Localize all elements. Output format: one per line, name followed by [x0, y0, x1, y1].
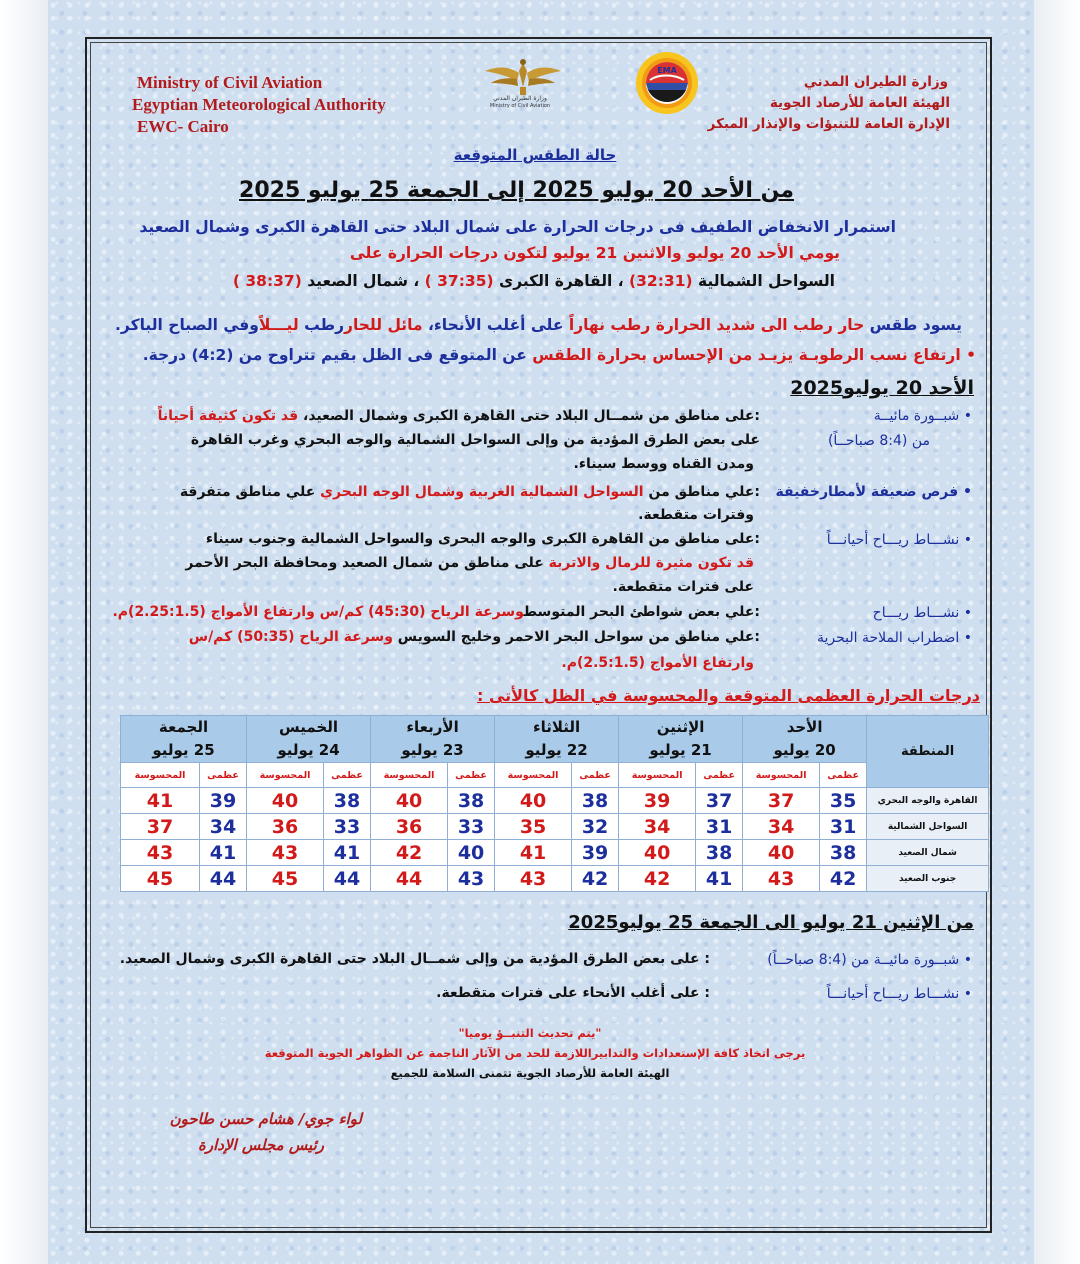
general-night: ليـــلاً — [258, 316, 299, 334]
max-label: عظمى — [200, 763, 247, 788]
header-en-line-1: Ministry of Civil Aviation — [137, 73, 323, 92]
feel-label: المحسوسة — [247, 763, 324, 788]
feel-cell: 45 — [247, 866, 324, 892]
day-header-5: الجمعة 25 يوليو — [121, 716, 247, 763]
general-line-1 — [115, 316, 962, 334]
date-range-heading: من الأحد 20 يوليو 2025 إلى الجمعة 25 يوليو 2025 — [239, 178, 794, 203]
max-label: عظمى — [820, 763, 867, 788]
logo-caption-ar: وزارة الطيران المدني — [493, 95, 547, 102]
intro-line-3 — [233, 272, 835, 290]
temperature-table — [120, 715, 989, 892]
monday-wind-label: • نشـــاط ريـــاح أحيانـــاً — [826, 986, 972, 1002]
rain-text-1: :علي مناطق من السواحل الشمالية الغربية وشمال الوجه البحري علي مناطق متفرقة — [179, 484, 760, 500]
header-ar-line-3: الإدارة العامة للتنبؤات والإنذار المبكر — [707, 116, 950, 132]
max-cell: 40 — [448, 840, 495, 866]
general-prefix: يسود طقس — [869, 316, 962, 334]
fog-label: • شبــورة مائيــة — [873, 408, 972, 424]
region-cell: القاهرة والوجه البحري — [867, 788, 989, 814]
feel-label: المحسوسة — [121, 763, 200, 788]
max-cell: 35 — [820, 788, 867, 814]
intro-line-1: استمرار الانخفاض الطفيف فى درجات الحرارة على شمال البلاد حتى القاهرة الكبرى وشمال الصعيد — [139, 218, 896, 236]
sea-label: • اضطراب الملاحة البحرية — [817, 630, 972, 646]
humidity-range: عن المتوقع فى الظل بقيم تتراوح من (4:2) درجة. — [142, 346, 527, 364]
max-cell: 42 — [572, 866, 619, 892]
header-ar-line-1: وزارة الطيران المدني — [803, 74, 948, 90]
feel-cell: 43 — [247, 840, 324, 866]
max-cell: 33 — [448, 814, 495, 840]
wind-label: • نشـــاط ريـــاح أحيانـــاً — [826, 532, 972, 548]
header-ar-line-2: الهيئة العامة للأرصاد الجوية — [769, 95, 950, 111]
max-cell: 38 — [572, 788, 619, 814]
max-label: عظمى — [324, 763, 371, 788]
day-header-1: الإثنين 21 يوليو — [619, 716, 743, 763]
feel-label: المحسوسة — [743, 763, 820, 788]
max-cell: 41 — [324, 840, 371, 866]
general-humid: رطب — [304, 316, 345, 334]
table-row — [121, 866, 989, 892]
feel-cell: 36 — [247, 814, 324, 840]
max-cell: 38 — [324, 788, 371, 814]
sunday-heading: الأحد 20 يوليو2025 — [790, 377, 974, 399]
intro-northern-coasts: السواحل الشمالية — [697, 272, 835, 290]
rain-text-2: وفترات متقطعة. — [638, 507, 754, 523]
feel-cell: 42 — [619, 866, 696, 892]
sea-text-1: :علي مناطق من سواحل البحر الاحمر وخليج السويس وسرعة الرياح (50:35) كم/س — [188, 629, 760, 645]
max-cell: 42 — [820, 866, 867, 892]
feel-cell: 36 — [371, 814, 448, 840]
max-cell: 41 — [200, 840, 247, 866]
max-cell: 31 — [696, 814, 743, 840]
max-cell: 37 — [696, 788, 743, 814]
feel-cell: 40 — [619, 840, 696, 866]
header-en-line-2: Egyptian Meteorological Authority — [132, 95, 386, 114]
signature-title: رئيس مجلس الإدارة — [198, 1136, 324, 1154]
max-cell: 39 — [200, 788, 247, 814]
wind-text-1: :على مناطق من القاهرة الكبرى والوجه البحرى والسواحل الشمالية وجنوب سيناء — [205, 531, 760, 547]
max-cell: 38 — [696, 840, 743, 866]
fog-text-2: على بعض الطرق المؤدية من وإلى السواحل الشمالية والوجه البحري وغرب القاهرة — [190, 432, 760, 448]
table-row — [121, 814, 989, 840]
monday-fog-label: • شبــورة مائيــة من (8:4 صباحــاً) — [767, 952, 972, 968]
feel-cell: 39 — [619, 788, 696, 814]
intro-north-upper: ، شمال الصعيد — [307, 272, 420, 290]
general-most-areas: على أغلب الأنحاء، — [427, 316, 564, 334]
feel-cell: 37 — [743, 788, 820, 814]
intro-line-2: يومي الأحد 20 يوليو والاثنين 21 يوليو لتكون درجات الحرارة على — [349, 244, 840, 262]
page-margin-right — [1034, 0, 1080, 1264]
general-morning: وفي الصباح الباكر. — [115, 316, 259, 334]
max-cell: 43 — [448, 866, 495, 892]
max-cell: 39 — [572, 840, 619, 866]
region-cell: جنوب الصعيد — [867, 866, 989, 892]
feel-cell: 43 — [495, 866, 572, 892]
max-cell: 41 — [696, 866, 743, 892]
max-cell: 38 — [820, 840, 867, 866]
ema-logo-text: EMA — [657, 66, 677, 75]
feel-cell: 40 — [495, 788, 572, 814]
max-cell: 32 — [572, 814, 619, 840]
feel-cell: 37 — [121, 814, 200, 840]
max-label: عظمى — [696, 763, 743, 788]
page-margin-left — [0, 0, 48, 1264]
feel-label: المحسوسة — [495, 763, 572, 788]
active-wind-label: • نشـــاط ريـــاح — [872, 605, 972, 621]
general-night-desc: مائل للحار — [344, 316, 423, 334]
active-wind-text: :علي بعض شواطئ البحر المتوسطوسرعة الرياح (45:30) كم/س وارتفاع الأمواج (2.25:1.5)م. — [112, 604, 760, 620]
max-cell: 31 — [820, 814, 867, 840]
sea-text-2: وارتفاع الأمواج (2.5:1.5)م. — [561, 655, 754, 671]
logo-caption-en: Ministry of Civil Aviation — [489, 103, 551, 109]
day-header-3: الأربعاء 23 يوليو — [371, 716, 495, 763]
region-cell: السواحل الشمالية — [867, 814, 989, 840]
monday-wind-text: : على أغلب الأنحاء على فترات متقطعة. — [436, 985, 710, 1001]
general-line-2 — [143, 346, 976, 364]
region-header: المنطقة — [867, 716, 989, 788]
forecast-title: حالة الطقس المتوقعة — [453, 146, 617, 164]
day-header-2: الثلاثاء 22 يوليو — [495, 716, 619, 763]
fog-time: من (8:4 صباحــاً) — [827, 433, 930, 449]
feel-cell: 40 — [371, 788, 448, 814]
feel-cell: 35 — [495, 814, 572, 840]
footer-safety: الهيئة العامة للأرصاد الجوية تتمنى السلامة للجميع — [390, 1066, 670, 1080]
signature-name: لواء جوي/ هشام حسن طاحون — [169, 1110, 362, 1128]
day-header-4: الخميس 24 يوليو — [247, 716, 371, 763]
wind-text-2: قد تكون مثيرة للرمال والاتربة على مناطق من شمال الصعيد ومحافظة البحر الأحمر — [185, 555, 754, 571]
max-cell: 44 — [200, 866, 247, 892]
feel-cell: 41 — [495, 840, 572, 866]
fog-text-3: ومدن القناه ووسط سيناء. — [573, 456, 754, 472]
max-label: عظمى — [572, 763, 619, 788]
max-label: عظمى — [448, 763, 495, 788]
humidity-note: ارتفاع نسب الرطوبـة يزيـد من الإحساس بحرارة الطقس — [532, 346, 961, 364]
max-cell: 38 — [448, 788, 495, 814]
feel-cell: 43 — [743, 866, 820, 892]
table-row — [121, 840, 989, 866]
header-en-line-3: EWC- Cairo — [137, 117, 229, 136]
feel-cell: 34 — [619, 814, 696, 840]
monday-heading: من الإثنين 21 يوليو الى الجمعة 25 يوليو2025 — [568, 912, 974, 933]
footer-precautions: يرجى اتخاذ كافة الإستعدادات والتدابيراللازمة للحد من الآثار الناجمة عن الظواهر الجوية المتوقعة — [264, 1046, 806, 1060]
feel-label: المحسوسة — [371, 763, 448, 788]
day-header-0: الأحد 20 يوليو — [743, 716, 867, 763]
feel-cell: 34 — [743, 814, 820, 840]
feel-cell: 42 — [371, 840, 448, 866]
rain-label: • فرص ضعيفة لأمطارخفيفة — [775, 484, 972, 500]
feel-cell: 44 — [371, 866, 448, 892]
max-cell: 34 — [200, 814, 247, 840]
table-row — [121, 788, 989, 814]
feel-cell: 45 — [121, 866, 200, 892]
footer-update-note: "يتم تحديث التنبــؤ يوميا" — [458, 1026, 602, 1040]
table-title: درجات الحرارة العظمى المتوقعة والمحسوسة في الظل كالأتى : — [476, 686, 980, 705]
feel-label: المحسوسة — [619, 763, 696, 788]
general-day-desc: حار رطب الى شديد الحرارة رطب نهاراً — [568, 316, 865, 334]
monday-fog-text: : على بعض الطرق المؤدية من وإلى شمــال البلاد حتى القاهرة الكبرى وشمال الصعيد. — [119, 951, 710, 967]
feel-cell: 41 — [121, 788, 200, 814]
region-cell: شمال الصعيد — [867, 840, 989, 866]
wind-text-3: على فترات متقطعة. — [612, 579, 754, 595]
intro-northern-coasts-temp: (32:31) — [629, 272, 693, 290]
bullet-dot: • — [966, 346, 976, 364]
feel-cell: 43 — [121, 840, 200, 866]
intro-north-upper-temp: (38:37 ) — [232, 272, 302, 290]
max-cell: 33 — [324, 814, 371, 840]
feel-cell: 40 — [743, 840, 820, 866]
max-cell: 44 — [324, 866, 371, 892]
feel-cell: 40 — [247, 788, 324, 814]
fog-text-1: :على مناطق من شمــال البلاد حتى القاهرة الكبرى وشمال الصعيد، قد تكون كثيفة أحياناً — [157, 408, 760, 424]
intro-cairo: ، القاهرة الكبرى — [498, 272, 624, 290]
intro-cairo-temp: (37:35 ) — [424, 272, 494, 290]
